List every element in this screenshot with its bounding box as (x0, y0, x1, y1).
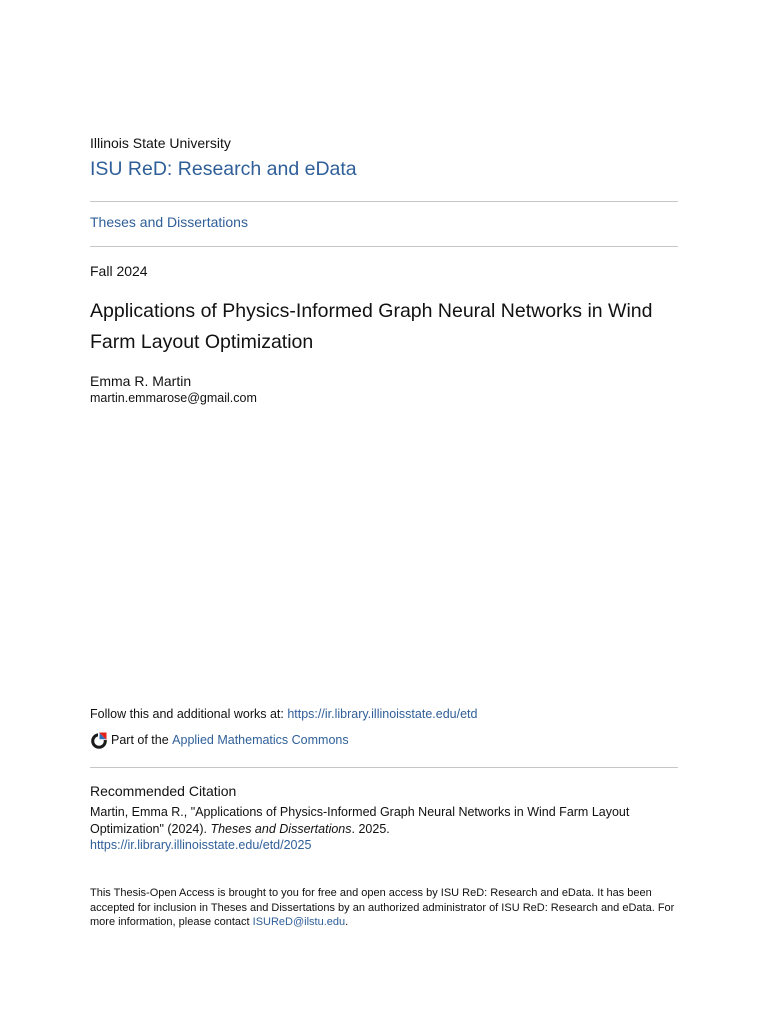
citation-heading: Recommended Citation (90, 783, 237, 799)
part-of-prefix: Part of the (111, 733, 173, 747)
citation-end: . 2025. (351, 821, 390, 836)
citation-series: Theses and Dissertations (210, 821, 352, 836)
citation-text (90, 804, 680, 854)
citation-main: Martin, Emma R., "Applications of Physics-Informed Graph Neural Networks in Wind Farm Layout Optimization" (2024). (90, 805, 630, 836)
part-of-line (90, 730, 349, 750)
access-statement-end: . (345, 916, 349, 929)
university-name: Illinois State University (90, 135, 231, 151)
divider-top (90, 201, 678, 202)
access-statement-text: This Thesis-Open Access is brought to you for free and open access by ISU ReD: Research and eData. It has been accepted for inclusion in Theses and Dissertations by an authorized administrator of ISU ReD: Research and eData. For more information, please contact (90, 887, 675, 929)
applied-mathematics-commons-link[interactable]: Applied Mathematics Commons (172, 733, 349, 747)
repository-link[interactable]: ISU ReD: Research and eData (90, 158, 357, 180)
document-title: Applications of Physics-Informed Graph Neural Networks in Wind Farm Layout Optimization (90, 300, 653, 353)
follow-line (90, 707, 477, 721)
publication-date: Fall 2024 (90, 263, 148, 279)
access-statement (90, 886, 680, 930)
network-commons-icon (90, 731, 108, 749)
collection-url-link[interactable]: https://ir.library.illinoisstate.edu/etd (287, 707, 478, 721)
author-email: martin.emmarose@gmail.com (90, 391, 257, 405)
author-name: Emma R. Martin (90, 373, 192, 389)
series-link[interactable]: Theses and Dissertations (90, 214, 248, 230)
follow-prefix: Follow this and additional works at: (90, 707, 288, 721)
contact-email-link[interactable]: ISUReD@ilstu.edu (252, 916, 346, 929)
divider-middle (90, 246, 678, 247)
citation-url-link[interactable]: https://ir.library.illinoisstate.edu/etd/2025 (90, 838, 312, 852)
divider-bottom (90, 767, 678, 768)
